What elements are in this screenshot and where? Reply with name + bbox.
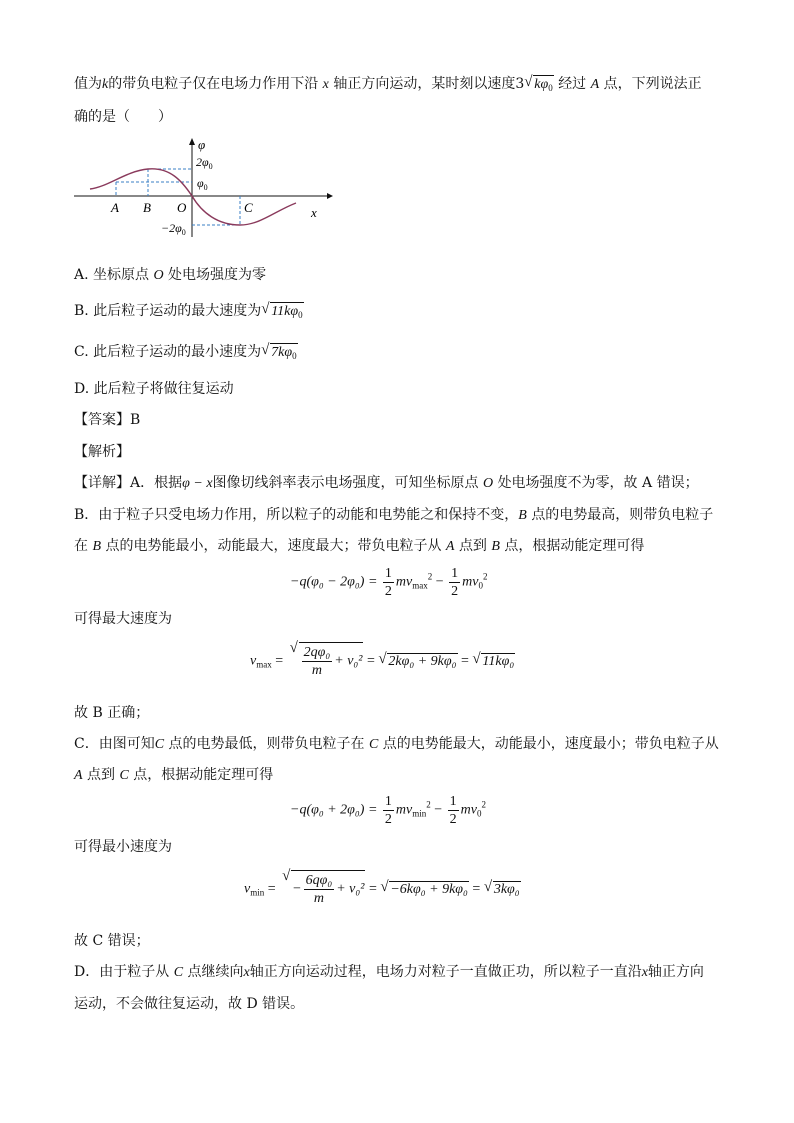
min-speed-label: 可得最小速度为 bbox=[74, 839, 172, 855]
tick-2phi0: $2\varphi_0$ bbox=[196, 155, 213, 171]
solution-c-line2: A 点到 C 点，根据动能定理可得 bbox=[74, 767, 274, 783]
equation-3: −q(φ₀ + 2φ₀) = $\frac{1}{2}$ $mv_{min}^2$ − $\frac{1}{2}$ $mv_0^2$ bbox=[290, 794, 486, 827]
q-A: A bbox=[590, 77, 600, 92]
answer-line: 【答案】B bbox=[74, 412, 141, 428]
question-line-1 bbox=[74, 75, 702, 97]
option-a: A. 坐标原点 O 处电场强度为零 bbox=[74, 267, 267, 283]
tick-neg2phi0: $-2\varphi_0$ bbox=[161, 221, 186, 237]
phi-curve bbox=[90, 169, 296, 225]
max-speed-label: 可得最大速度为 bbox=[74, 611, 172, 627]
x-axis-arrow bbox=[327, 193, 333, 199]
label-A: A bbox=[111, 200, 119, 215]
label-O: O bbox=[177, 200, 187, 215]
q-x: x bbox=[322, 77, 329, 92]
q-text: 的带负电粒子仅在电场力作用下沿 bbox=[108, 76, 319, 92]
q-text: 轴正方向运动，某时刻以速度 bbox=[333, 76, 516, 92]
tick-phi0: $\varphi_0$ bbox=[197, 176, 208, 192]
equation-1: −q(φ₀ − 2φ₀) = $\frac{1}{2}$ $mv_{max}^2$ − $\frac{1}{2}$ $mv_0^2$ bbox=[290, 566, 488, 599]
q-radical: √ $k\varphi_0$ bbox=[533, 75, 553, 97]
phi-x-graph bbox=[70, 133, 340, 243]
equation-4: $v_{min}$ = √ − $\frac{\text{6qφ₀}}{m}$ + v₀² = √ −6kφ₀ + 9kφ₀ = √ 3kφ₀ bbox=[244, 870, 521, 907]
x-label: x bbox=[311, 205, 317, 220]
label-C: C bbox=[244, 200, 253, 215]
question-line-2: 确的是（ ） bbox=[74, 109, 172, 125]
equation-2: $v_{max}$ = √ $\frac{\text{2qφ₀}}{m}$ + v₀² = √ 2kφ₀ + 9kφ₀ = √ 11kφ₀ bbox=[250, 642, 515, 679]
solution-c-line1: C．由图可知C 点的电势最低，则带负电粒子在 C 点的电势能最大，动能最小，速度最小；带负电粒子从 bbox=[74, 736, 719, 752]
q-text: 点，下列说法正 bbox=[603, 76, 702, 92]
solution-d-line2: 运动，不会做往复运动，故 D 错误。 bbox=[74, 996, 305, 1012]
solution-b-conclusion: 故 B 正确； bbox=[74, 705, 150, 721]
label-B: B bbox=[143, 200, 151, 215]
q-text: 经过 bbox=[558, 76, 587, 92]
solution-c-conclusion: 故 C 错误； bbox=[74, 933, 150, 949]
solution-a: 【详解】A．根据φ − x图像切线斜率表示电场强度，可知坐标原点 O 处电场强度不为零，故 A 错误； bbox=[74, 475, 699, 491]
option-b: B. 此后粒子运动的最大速度为√ $11k\varphi_0$ bbox=[74, 302, 304, 324]
y-axis-arrow bbox=[189, 138, 195, 145]
solution-b-line1: B．由于粒子只受电场力作用，所以粒子的动能和电势能之和保持不变，B 点的电势最高，则带负电粒子 bbox=[74, 507, 714, 523]
solution-b-line2: 在 B 点的电势能最小，动能最大，速度最大；带负电粒子从 A 点到 B 点，根据动能定理可得 bbox=[74, 538, 645, 554]
q-k: k bbox=[102, 77, 109, 92]
q-text: 值为 bbox=[74, 76, 102, 92]
analysis-tag: 【解析】 bbox=[74, 444, 130, 460]
option-d: D. 此后粒子将做往复运动 bbox=[74, 381, 234, 397]
y-label: φ bbox=[198, 137, 206, 152]
q-coef: 3 bbox=[515, 76, 525, 92]
option-c: C. 此后粒子运动的最小速度为√ $7k\varphi_0$ bbox=[74, 343, 298, 365]
solution-d-line1: D．由于粒子从 C 点继续向x轴正方向运动过程，电场力对粒子一直做正功，所以粒子一直沿x轴正方向 bbox=[74, 964, 704, 980]
